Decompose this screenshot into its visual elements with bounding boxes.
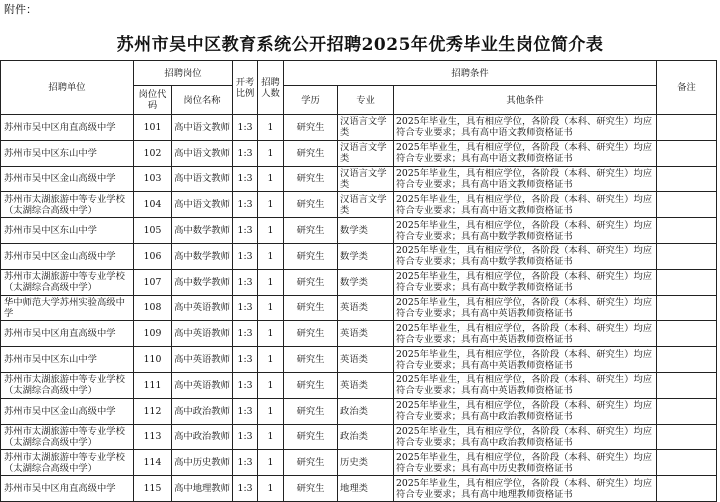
cell-ratio: 1:3 (233, 372, 258, 398)
cell-code: 111 (134, 372, 172, 398)
cell-ratio: 1:3 (233, 398, 258, 424)
header-position: 招聘岗位 (134, 61, 233, 86)
cell-ratio: 1:3 (233, 321, 258, 347)
table-row (1, 243, 717, 269)
cell-unit: 苏州市太湖旅游中等专业学校（太湖综合高级中学） (1, 424, 134, 450)
cell-major: 数学类 (338, 243, 394, 269)
table-row (1, 347, 717, 373)
table-row (1, 218, 717, 244)
cell-other: 2025年毕业生，具有相应学位，各阶段（本科、研究生）均应符合专业要求；具有高中英语教师资格证书 (394, 347, 657, 373)
cell-education: 研究生 (284, 166, 338, 192)
cell-other: 2025年毕业生，具有相应学位，各阶段（本科、研究生）均应符合专业要求；具有高中语文教师资格证书 (394, 140, 657, 166)
cell-education: 研究生 (284, 140, 338, 166)
cell-unit: 苏州市吴中区东山中学 (1, 218, 134, 244)
cell-count: 1 (258, 372, 284, 398)
cell-count: 1 (258, 192, 284, 218)
cell-count: 1 (258, 321, 284, 347)
cell-unit: 苏州市吴中区金山高级中学 (1, 243, 134, 269)
cell-major: 数学类 (338, 218, 394, 244)
table-row (1, 321, 717, 347)
cell-other: 2025年毕业生，具有相应学位，各阶段（本科、研究生）均应符合专业要求；具有高中数学教师资格证书 (394, 218, 657, 244)
table-row (1, 372, 717, 398)
cell-other: 2025年毕业生，具有相应学位，各阶段（本科、研究生）均应符合专业要求；具有高中数学教师资格证书 (394, 269, 657, 295)
cell-code: 115 (134, 476, 172, 502)
cell-major: 英语类 (338, 347, 394, 373)
cell-major: 汉语言文学类 (338, 140, 394, 166)
cell-education: 研究生 (284, 450, 338, 476)
cell-remark (657, 140, 717, 166)
cell-position: 高中英语教师 (172, 295, 233, 321)
cell-position: 高中语文教师 (172, 140, 233, 166)
header-position-name: 岗位名称 (172, 86, 233, 115)
cell-unit: 苏州市吴中区金山高级中学 (1, 398, 134, 424)
cell-code: 108 (134, 295, 172, 321)
table-row (1, 295, 717, 321)
cell-other: 2025年毕业生，具有相应学位，各阶段（本科、研究生）均应符合专业要求；具有高中语文教师资格证书 (394, 115, 657, 141)
cell-other: 2025年毕业生，具有相应学位，各阶段（本科、研究生）均应符合专业要求；具有高中政治教师资格证书 (394, 398, 657, 424)
cell-position: 高中数学教师 (172, 243, 233, 269)
cell-remark (657, 321, 717, 347)
cell-other: 2025年毕业生，具有相应学位，各阶段（本科、研究生）均应符合专业要求；具有高中英语教师资格证书 (394, 372, 657, 398)
cell-position: 高中地理教师 (172, 476, 233, 502)
cell-position: 高中英语教师 (172, 372, 233, 398)
cell-position: 高中政治教师 (172, 424, 233, 450)
cell-unit: 苏州市吴中区东山中学 (1, 140, 134, 166)
cell-count: 1 (258, 269, 284, 295)
cell-code: 106 (134, 243, 172, 269)
cell-code: 109 (134, 321, 172, 347)
cell-education: 研究生 (284, 115, 338, 141)
cell-other: 2025年毕业生，具有相应学位，各阶段（本科、研究生）均应符合专业要求；具有高中语文教师资格证书 (394, 166, 657, 192)
cell-major: 汉语言文学类 (338, 192, 394, 218)
cell-remark (657, 424, 717, 450)
cell-unit: 苏州市太湖旅游中等专业学校（太湖综合高级中学） (1, 372, 134, 398)
cell-code: 105 (134, 218, 172, 244)
cell-ratio: 1:3 (233, 218, 258, 244)
cell-count: 1 (258, 140, 284, 166)
cell-major: 英语类 (338, 321, 394, 347)
cell-unit: 苏州市吴中区东山中学 (1, 347, 134, 373)
cell-position: 高中历史教师 (172, 450, 233, 476)
cell-remark (657, 398, 717, 424)
header-unit: 招聘单位 (1, 61, 134, 115)
cell-major: 汉语言文学类 (338, 115, 394, 141)
cell-code: 107 (134, 269, 172, 295)
cell-ratio: 1:3 (233, 140, 258, 166)
positions-table (0, 60, 717, 502)
cell-education: 研究生 (284, 476, 338, 502)
cell-unit: 苏州市吴中区甪直高级中学 (1, 115, 134, 141)
cell-remark (657, 372, 717, 398)
cell-education: 研究生 (284, 192, 338, 218)
table-row (1, 115, 717, 141)
cell-position: 高中英语教师 (172, 347, 233, 373)
cell-ratio: 1:3 (233, 243, 258, 269)
cell-major: 汉语言文学类 (338, 166, 394, 192)
cell-other: 2025年毕业生，具有相应学位，各阶段（本科、研究生）均应符合专业要求；具有高中语文教师资格证书 (394, 192, 657, 218)
cell-ratio: 1:3 (233, 424, 258, 450)
cell-code: 103 (134, 166, 172, 192)
cell-count: 1 (258, 218, 284, 244)
cell-remark (657, 166, 717, 192)
cell-major: 历史类 (338, 450, 394, 476)
cell-other: 2025年毕业生，具有相应学位，各阶段（本科、研究生）均应符合专业要求；具有高中政治教师资格证书 (394, 424, 657, 450)
table-row (1, 192, 717, 218)
table-row (1, 269, 717, 295)
cell-remark (657, 450, 717, 476)
cell-unit: 苏州市吴中区甪直高级中学 (1, 476, 134, 502)
cell-education: 研究生 (284, 269, 338, 295)
cell-code: 104 (134, 192, 172, 218)
cell-code: 112 (134, 398, 172, 424)
table-row (1, 476, 717, 502)
cell-major: 英语类 (338, 372, 394, 398)
cell-remark (657, 269, 717, 295)
cell-education: 研究生 (284, 424, 338, 450)
cell-other: 2025年毕业生，具有相应学位，各阶段（本科、研究生）均应符合专业要求；具有高中英语教师资格证书 (394, 295, 657, 321)
cell-education: 研究生 (284, 218, 338, 244)
cell-major: 地理类 (338, 476, 394, 502)
header-ratio: 开考比例 (233, 61, 258, 115)
cell-major: 数学类 (338, 269, 394, 295)
cell-code: 101 (134, 115, 172, 141)
cell-position: 高中语文教师 (172, 192, 233, 218)
cell-code: 113 (134, 424, 172, 450)
cell-education: 研究生 (284, 243, 338, 269)
table-row (1, 450, 717, 476)
cell-count: 1 (258, 398, 284, 424)
cell-major: 政治类 (338, 398, 394, 424)
cell-remark (657, 115, 717, 141)
cell-ratio: 1:3 (233, 295, 258, 321)
table-body (1, 115, 717, 502)
cell-position: 高中政治教师 (172, 398, 233, 424)
cell-ratio: 1:3 (233, 450, 258, 476)
cell-position: 高中语文教师 (172, 166, 233, 192)
cell-education: 研究生 (284, 321, 338, 347)
cell-unit: 苏州市吴中区金山高级中学 (1, 166, 134, 192)
cell-ratio: 1:3 (233, 115, 258, 141)
table-row (1, 140, 717, 166)
table-row (1, 398, 717, 424)
cell-position: 高中数学教师 (172, 218, 233, 244)
cell-position: 高中数学教师 (172, 269, 233, 295)
cell-count: 1 (258, 166, 284, 192)
cell-count: 1 (258, 450, 284, 476)
cell-ratio: 1:3 (233, 269, 258, 295)
cell-ratio: 1:3 (233, 476, 258, 502)
cell-remark (657, 218, 717, 244)
cell-count: 1 (258, 115, 284, 141)
cell-position: 高中语文教师 (172, 115, 233, 141)
cell-education: 研究生 (284, 372, 338, 398)
header-conditions: 招聘条件 (284, 61, 657, 86)
header-count: 招聘人数 (258, 61, 284, 115)
cell-remark (657, 347, 717, 373)
header-other: 其他条件 (394, 86, 657, 115)
cell-remark (657, 476, 717, 502)
cell-unit: 苏州市太湖旅游中等专业学校（太湖综合高级中学） (1, 269, 134, 295)
cell-unit: 华中师范大学苏州实验高级中学 (1, 295, 134, 321)
cell-position: 高中英语教师 (172, 321, 233, 347)
cell-remark (657, 243, 717, 269)
cell-count: 1 (258, 347, 284, 373)
cell-count: 1 (258, 243, 284, 269)
header-education: 学历 (284, 86, 338, 115)
cell-code: 114 (134, 450, 172, 476)
cell-code: 102 (134, 140, 172, 166)
cell-education: 研究生 (284, 347, 338, 373)
cell-other: 2025年毕业生，具有相应学位，各阶段（本科、研究生）均应符合专业要求；具有高中数学教师资格证书 (394, 243, 657, 269)
cell-ratio: 1:3 (233, 347, 258, 373)
cell-ratio: 1:3 (233, 192, 258, 218)
cell-count: 1 (258, 476, 284, 502)
cell-remark (657, 295, 717, 321)
cell-count: 1 (258, 424, 284, 450)
cell-unit: 苏州市太湖旅游中等专业学校（太湖综合高级中学） (1, 450, 134, 476)
page-title: 苏州市吴中区教育系统公开招聘2025年优秀毕业生岗位简介表 (116, 35, 604, 55)
cell-count: 1 (258, 295, 284, 321)
cell-education: 研究生 (284, 295, 338, 321)
table-row (1, 424, 717, 450)
table-row (1, 166, 717, 192)
cell-education: 研究生 (284, 398, 338, 424)
cell-major: 政治类 (338, 424, 394, 450)
cell-ratio: 1:3 (233, 166, 258, 192)
cell-unit: 苏州市吴中区甪直高级中学 (1, 321, 134, 347)
cell-unit: 苏州市太湖旅游中等专业学校（太湖综合高级中学） (1, 192, 134, 218)
header-remark: 备注 (657, 61, 717, 115)
header-major: 专业 (338, 86, 394, 115)
cell-code: 110 (134, 347, 172, 373)
cell-other: 2025年毕业生，具有相应学位，各阶段（本科、研究生）均应符合专业要求；具有高中英语教师资格证书 (394, 321, 657, 347)
cell-other: 2025年毕业生，具有相应学位，各阶段（本科、研究生）均应符合专业要求；具有高中地理教师资格证书 (394, 476, 657, 502)
cell-other: 2025年毕业生，具有相应学位，各阶段（本科、研究生）均应符合专业要求；具有高中历史教师资格证书 (394, 450, 657, 476)
cell-major: 英语类 (338, 295, 394, 321)
attachment-label: 附件： (4, 3, 37, 16)
header-code: 岗位代码 (134, 86, 172, 115)
cell-remark (657, 192, 717, 218)
